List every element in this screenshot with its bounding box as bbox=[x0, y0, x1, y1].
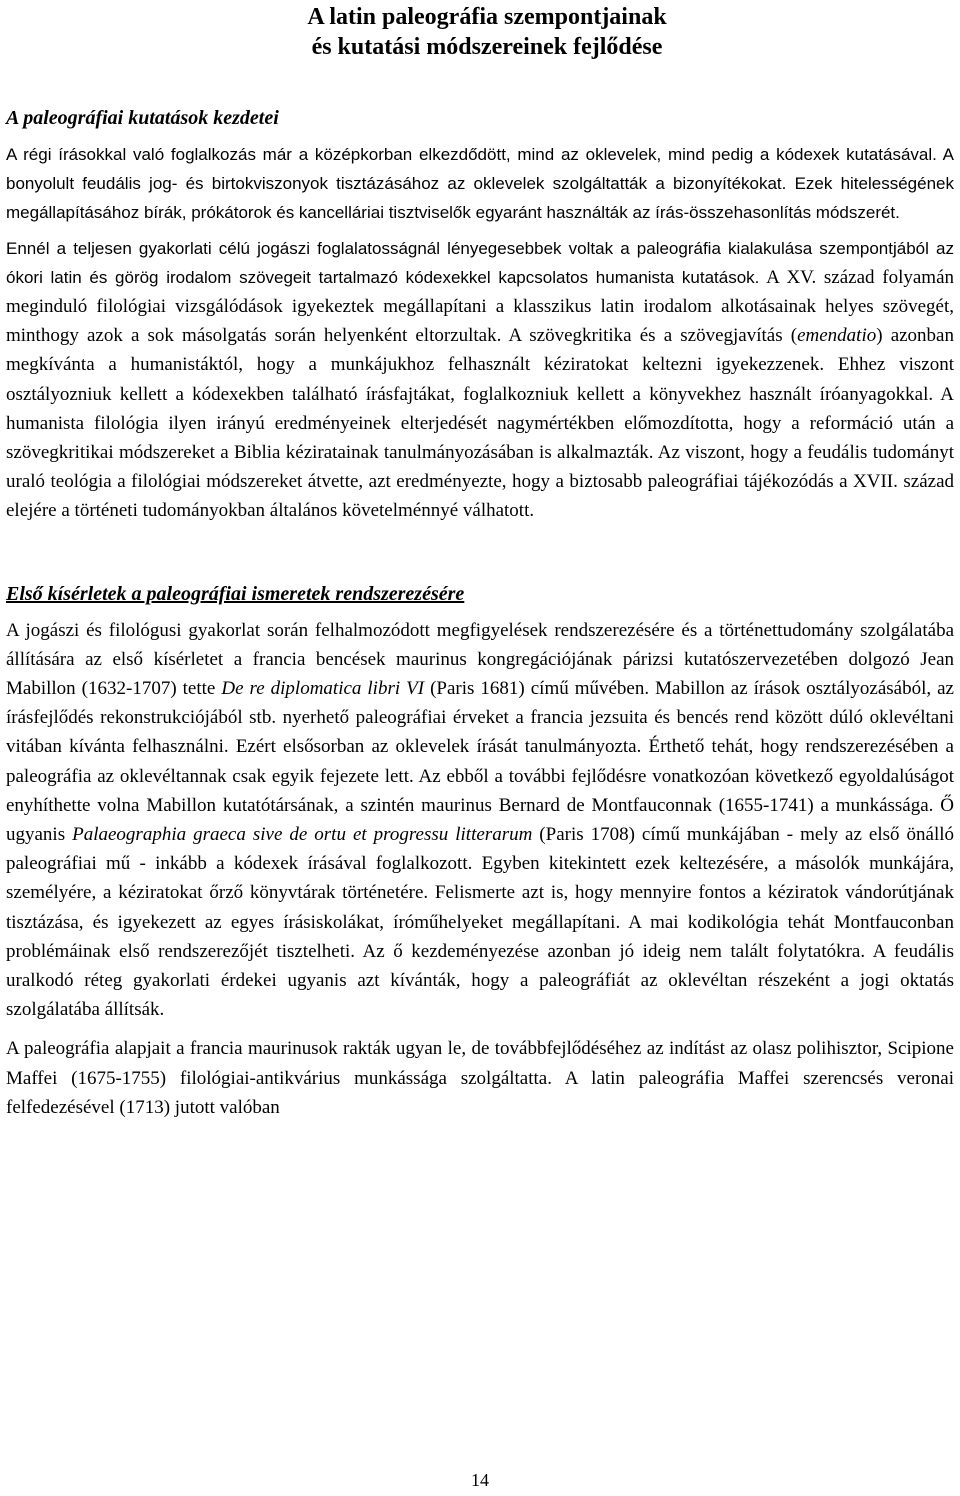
paragraph-2-run-d: ) azonban megkívánta a humanistáktól, hogy a munkájukhoz felhasznált kéziratokat keltezni igyekezzenek. Ehhez viszont osztályozniuk kellett a kódexekben található írásfajtákat, foglalkozniuk kellett a könyvekhez használt íróanyagokkal. A humanista filológia ilyen irányú eredményeinek elterjedését nagymértékben előmozdította, hogy a reformáció után a szövegkritikai módszereket a Biblia kéziratainak tanulmányozásában is alkalmazták. Az viszont, hogy a feudális tudományt uraló teológia a filológiai módszereket átvette, azt eredményezte, hogy a biztosabb paleográfiai tájékozódás a XVII. század elejére a történeti tudományokban általános követelménnyé válhatott. bbox=[6, 325, 954, 522]
document-page bbox=[6, 0, 954, 1122]
paragraph-1: A régi írásokkal való foglalkozás már a középkorban elkezdődött, mind az oklevelek, mind pedig a kódexek kutatásával. A bonyolult feudális jog- és birtokviszonyok tisztázásához az oklevelek szolgáltatták a bizonyítékokat. Ezek hitelességének megállapításához bírák, prókátorok és kancelláriai tisztviselők egyaránt használták az írás-összehasonlítás módszerét. bbox=[6, 145, 954, 223]
paragraph-2-run-a: Ennél a teljesen gyakorlati célú jogászi foglalatosságnál lényegesebbek voltak a paleográfia kialakulása szempontjából az ókori latin és görög irodalom szövegeit tartalmazó kódexekkel kapcsolatos humanista kutatások. bbox=[6, 238, 954, 287]
paragraph-2 bbox=[6, 234, 954, 526]
page-title bbox=[6, 0, 954, 62]
paragraph-4: A paleográfia alapjait a francia maurinusok rakták ugyan le, de továbbfejlődéséhez az indítást az olasz polihisztor, Scipione Maffei (1675-1755) filológiai-antikvárius munkássága szolgáltatta. A latin paleográfia Maffei szerencsés veronai felfedezésével (1713) jutott valóban bbox=[6, 1038, 954, 1118]
paragraph-2-run-b: A XV. század folyamán meginduló filológiai vizsgálódások igyekeztek megállapítani a klasszikus latin irodalom alkotásainak helyes szövegét, minthogy azok a sok másolgatás során helyenként eltorzultak. A szövegkritika és a szövegjavítás ( bbox=[6, 266, 955, 347]
paragraph-2-italic-emendatio: emendatio bbox=[797, 325, 877, 347]
paragraph-3-run-e: (Paris 1708) című munkájában - mely az első önálló paleográfiai mű - inkább a kódexek írásával foglalkozott. Egyben kitekintett ezek keltezésére, a másolók munkájára, személyére, a kéziratokat őrző könyvtárak történetére. Felismerte azt is, hogy mennyire fontos a kéziratok vándorútjának tisztázása, és igyekezett az egyes írásiskolákat, íróműhelyeket megállapítani. A mai kodikológia tehát Montfauconban problémáinak első rendszerezőjét tisztelheti. Az ő kezdeményezése azonban jó ideig nem talált folytatókra. A feudális uralkodó réteg gyakorlati érdekei ugyanis azt kívánták, hogy a paleográfiát az oklevéltan részeként a jogi oktatás szolgálatába állítsák. bbox=[6, 824, 955, 1021]
paragraph-3-run-a: A jogászi és filológusi gyakorlat során felhalmozódott megfigyelések rendszerezésére és a történettudomány szolgálatába állítására az első kísérletet a francia bencések maurinus kongregációjának párizsi kutatószervezetében dolgozó Jean Mabillon (1632-1707) tette bbox=[6, 619, 954, 700]
title-line-1: A latin paleográfia szempontjainak bbox=[307, 4, 667, 30]
title-line-2: és kutatási módszereinek fejlődése bbox=[311, 34, 663, 60]
section-heading-1: A paleográfiai kutatások kezdetei bbox=[6, 107, 279, 129]
page-number: 14 bbox=[471, 1470, 489, 1490]
paragraph-3-italic-palaeographia: Palaeographia graeca sive de ortu et progressu litterarum bbox=[72, 824, 533, 846]
paragraph-3 bbox=[6, 616, 954, 1025]
paragraph-3-italic-de-re-diplomatica: De re diplomatica libri VI bbox=[221, 678, 425, 700]
section-heading-2: Első kísérletek a paleográfiai ismeretek rendszerezésére bbox=[6, 582, 465, 605]
paragraph-3-run-c: (Paris 1681) című művében. Mabillon az írások osztályozásából, az írásfejlődés rekonstrukciójából stb. nyerhető paleográfiai érveket a francia jezsuita és bencés rend között dúló oklevéltani vitában kívánta felhasználni. Ezért elsősorban az oklevelek írását tanulmányozta. Érthető tehát, hogy rendszerezésében a paleográfia az oklevéltannak csak egyik fejezete lett. Az ebből a további fejlődésre vonatkozóan következő egyoldalúságot enyhíthette volna Mabillon kutatótársának, a szintén maurinus Bernard de Montfauconnak (1655-1741) a munkássága. Ő ugyanis bbox=[6, 678, 954, 846]
